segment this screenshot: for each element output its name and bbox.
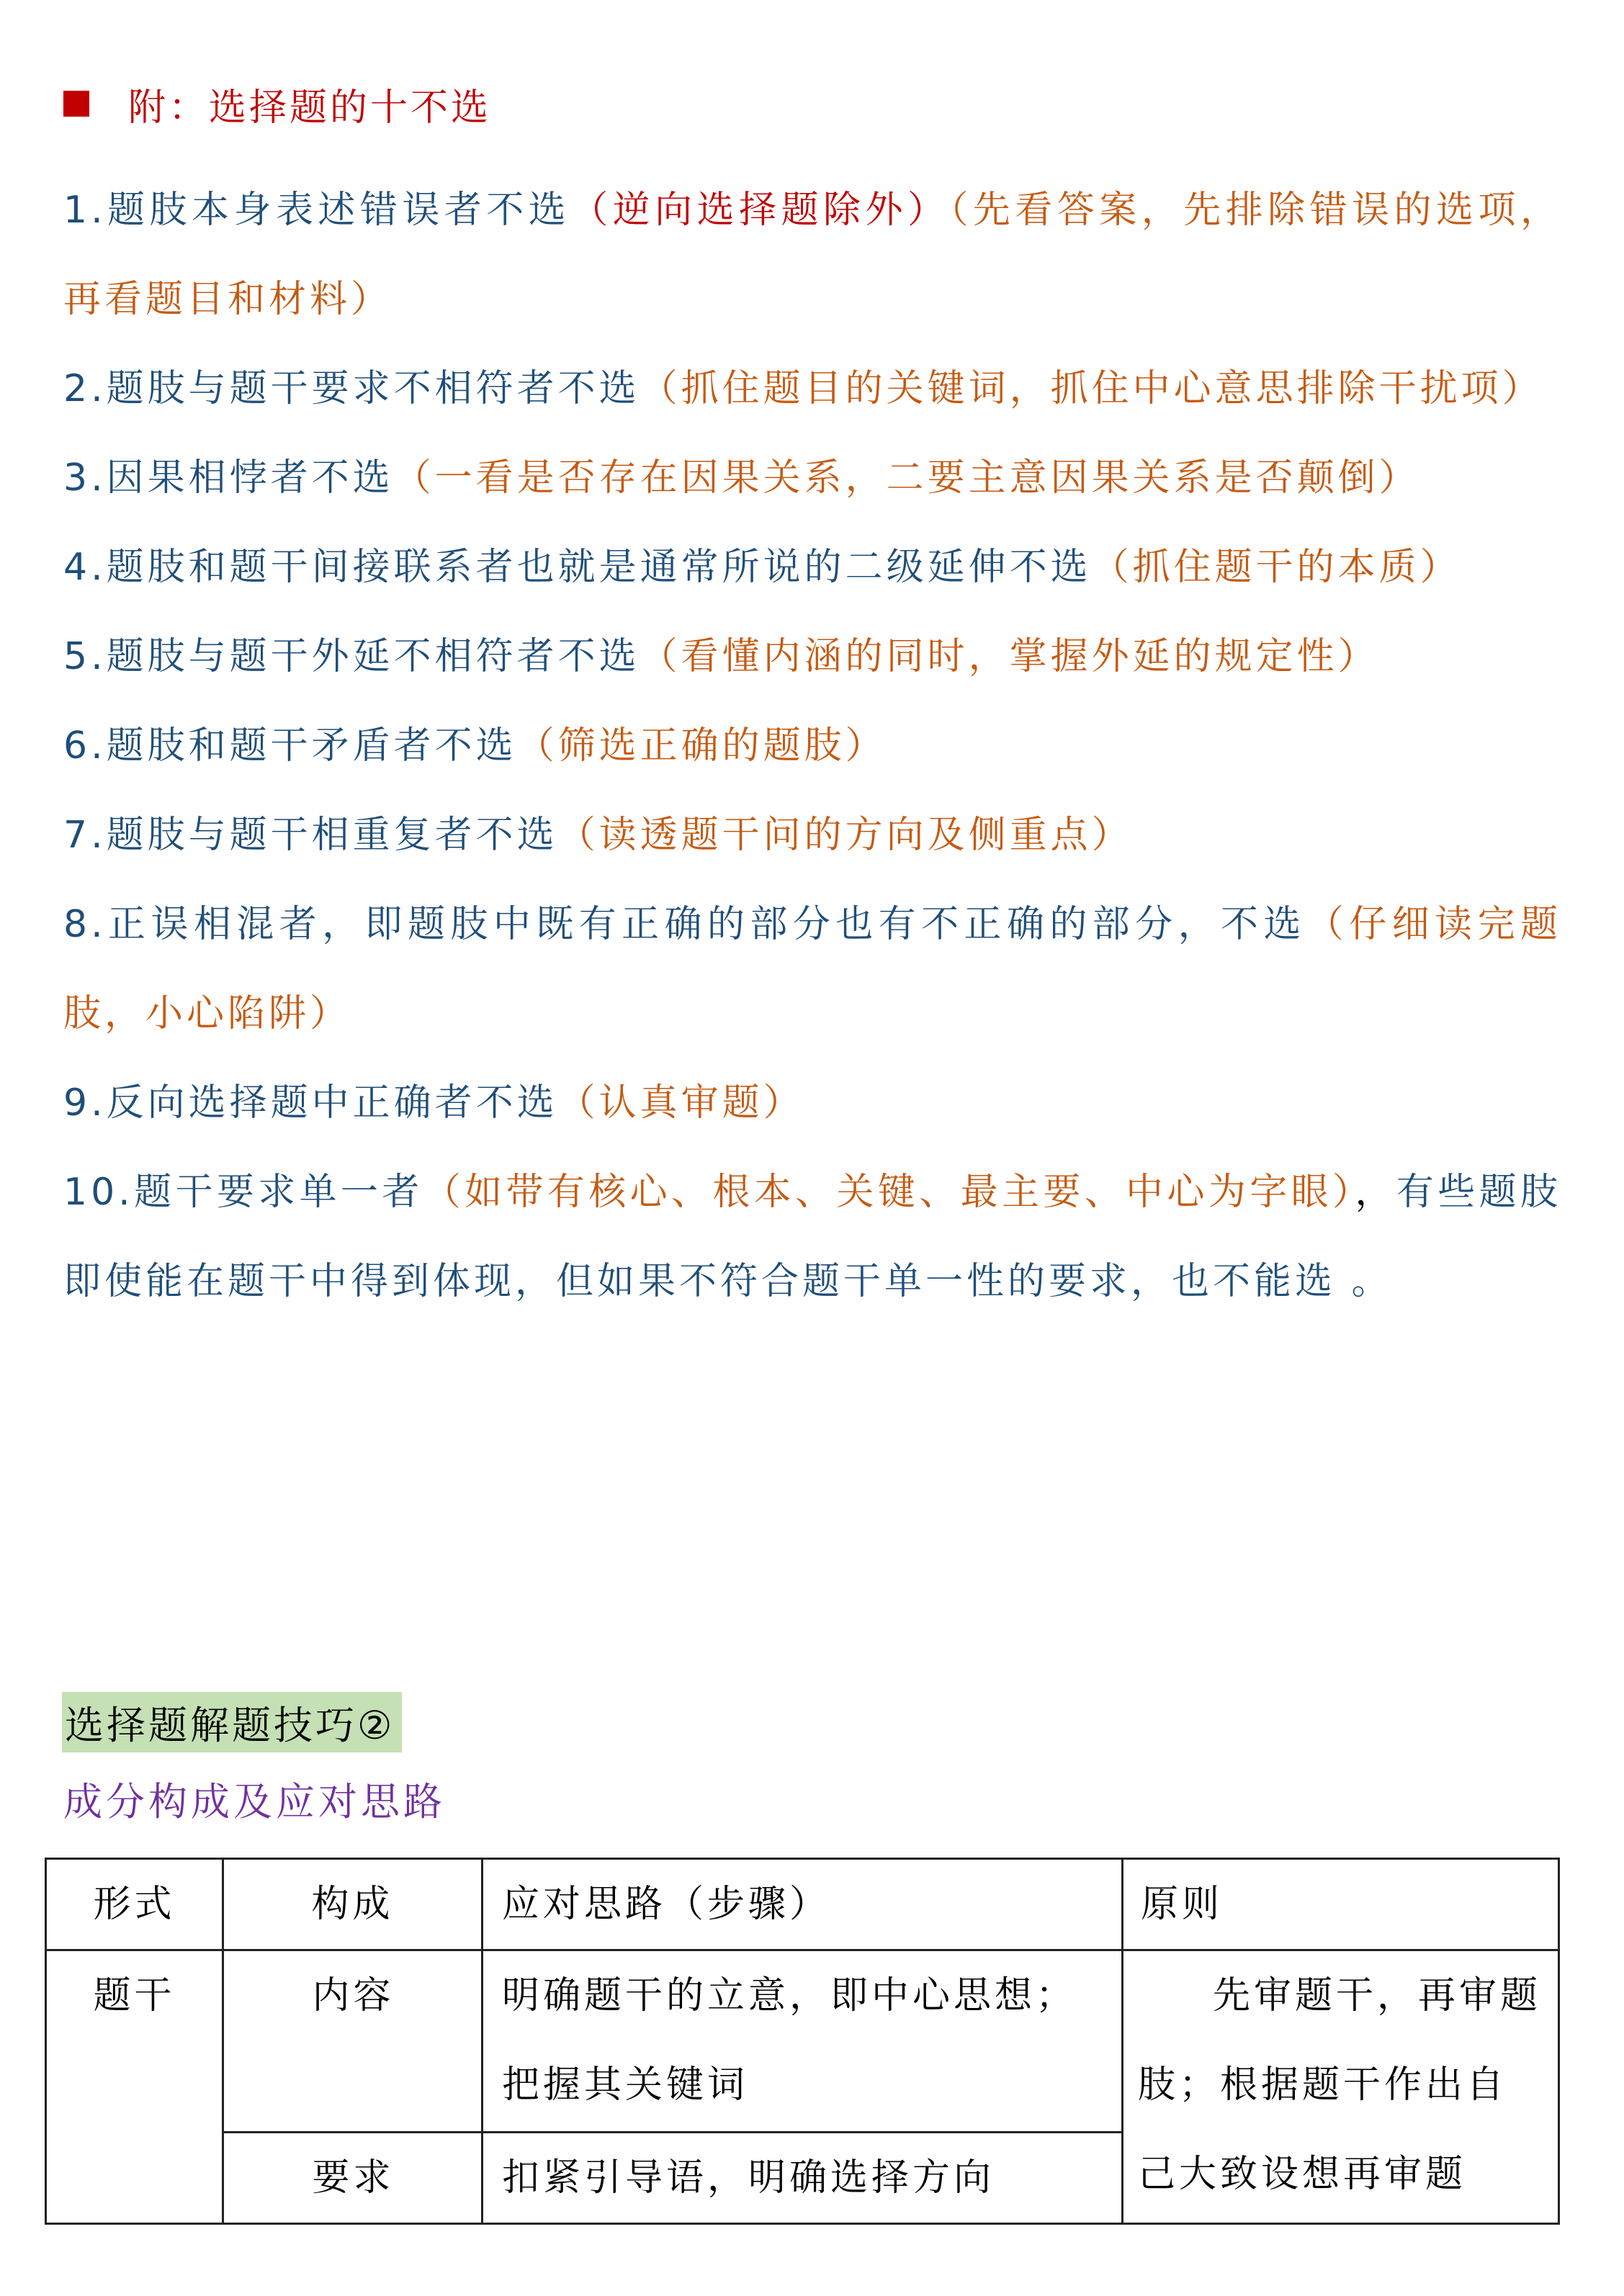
rule-text-continued: 有些题肢即使能在题干中得到体现，但如果不符合题干单一性的要求，也不能选 。 xyxy=(63,1171,1561,1303)
section-title xyxy=(62,1692,402,1752)
rule-text: 题肢和题干矛盾者不选 xyxy=(106,724,517,767)
rule-number: 2. xyxy=(63,367,107,410)
rule-number: 8. xyxy=(63,903,107,946)
appendix-heading xyxy=(63,75,491,132)
cell-form: 题干 xyxy=(46,1950,223,2224)
rule-text: 题肢本身表述错误者不选 xyxy=(106,189,571,232)
rule-tip: （仔细读完题肢，小心陷阱） xyxy=(63,903,1561,1035)
header-form: 形式 xyxy=(46,1859,223,1950)
rule-text: 题肢与题干相重复者不选 xyxy=(106,814,558,857)
cell-component-requirement: 要求 xyxy=(223,2133,483,2224)
rule-item-4 xyxy=(63,523,1561,612)
rule-item-7 xyxy=(63,791,1561,880)
appendix-heading-text: 附：选择题的十不选 xyxy=(128,86,492,130)
rule-text: 正误相混者，即题肢中既有正确的部分也有不正确的部分，不选 xyxy=(106,903,1306,946)
header-components: 构成 xyxy=(223,1859,483,1950)
rule-text: 题干要求单一者 xyxy=(133,1171,423,1214)
rule-number: 5. xyxy=(63,635,107,678)
rule-tip: （先看答案，先排除错误的选项，再看题目和材料） xyxy=(63,189,1561,321)
rule-exception: （逆向选择题除外） xyxy=(570,189,950,232)
rule-tip: （读透题干问的方向及侧重点） xyxy=(557,814,1133,857)
rule-text: 题肢和题干间接联系者也就是通常所说的二级延伸不选 xyxy=(106,546,1092,589)
rule-item-6 xyxy=(63,701,1561,791)
rule-text: 反向选择题中正确者不选 xyxy=(106,1081,558,1125)
rule-text: 因果相悖者不选 xyxy=(106,456,394,500)
rule-tip: （如带有核心、根本、关键、最主要、中心为字眼） xyxy=(423,1171,1355,1214)
rule-tip: （一看是否存在因果关系，二要主意因果关系是否颠倒） xyxy=(393,456,1420,500)
rule-comma: ， xyxy=(1355,1171,1396,1214)
rule-item-5 xyxy=(63,612,1561,701)
rule-item-2 xyxy=(63,344,1561,433)
rule-item-1 xyxy=(63,166,1561,344)
components-table xyxy=(45,1858,1560,2225)
rule-tip: （筛选正确的题肢） xyxy=(516,724,887,767)
rule-tip: （看懂内涵的同时，掌握外延的规定性） xyxy=(640,635,1379,678)
square-bullet-icon xyxy=(63,91,89,117)
rule-number: 10. xyxy=(63,1171,134,1214)
rule-text: 题肢与题干外延不相符者不选 xyxy=(106,635,640,678)
rule-item-10 xyxy=(63,1148,1561,1326)
table-row xyxy=(46,1950,1559,2133)
header-principle: 原则 xyxy=(1123,1859,1559,1950)
rule-number: 7. xyxy=(63,814,107,857)
rule-number: 9. xyxy=(63,1081,107,1125)
rule-item-8 xyxy=(63,880,1561,1058)
rule-tip: （抓住题目的关键词，抓住中心意思排除干扰项） xyxy=(640,367,1543,410)
section-title-text: 选择题解题技巧② xyxy=(65,1702,395,1748)
cell-component-content: 内容 xyxy=(223,1950,483,2133)
ten-rules-list xyxy=(63,166,1561,1326)
section-subtitle: 成分构成及应对思路 xyxy=(63,1779,446,1824)
header-approach: 应对思路（步骤） xyxy=(483,1859,1123,1950)
rule-number: 1. xyxy=(63,189,107,232)
rule-text: 题肢与题干要求不相符者不选 xyxy=(106,367,640,410)
rule-item-3 xyxy=(63,433,1561,523)
rule-tip: （抓住题干的本质） xyxy=(1091,546,1461,589)
rule-number: 6. xyxy=(63,724,107,767)
rule-number: 3. xyxy=(63,456,107,500)
table-header-row xyxy=(46,1859,1559,1950)
rule-item-9 xyxy=(63,1058,1561,1148)
cell-principle: 先审题干，再审题肢；根据题干作出自己大致设想再审题 xyxy=(1123,1950,1559,2224)
rule-number: 4. xyxy=(63,546,107,589)
rule-tip: （认真审题） xyxy=(557,1081,804,1125)
cell-approach-requirement: 扣紧引导语，明确选择方向 xyxy=(483,2133,1123,2224)
cell-approach-content: 明确题干的立意，即中心思想；把握其关键词 xyxy=(483,1950,1123,2133)
